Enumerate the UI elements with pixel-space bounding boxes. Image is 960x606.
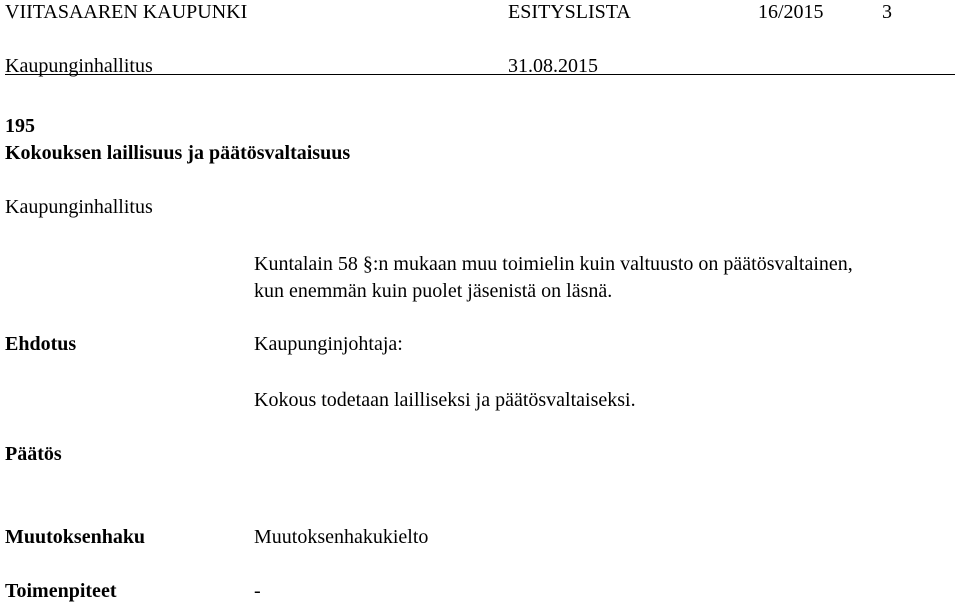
proposal-label: Ehdotus <box>5 333 77 355</box>
header-organization: VIITASAAREN KAUPUNKI <box>5 1 248 23</box>
header-body-name: Kaupunginhallitus <box>5 55 153 77</box>
decision-label: Päätös <box>5 443 62 465</box>
item-title: Kokouksen laillisuus ja päätösvaltaisuus <box>5 142 351 164</box>
actions-value: - <box>254 580 261 602</box>
header-issue: 16/2015 <box>758 1 824 23</box>
item-number: 195 <box>5 115 35 137</box>
proposal-text: Kokous todetaan lailliseksi ja päätösvaltaiseksi. <box>254 389 636 411</box>
actions-label: Toimenpiteet <box>5 580 117 602</box>
header-doc-type: ESITYSLISTA <box>508 1 631 23</box>
item-body: Kaupunginhallitus <box>5 196 153 218</box>
item-text-line-1: Kuntalain 58 §:n mukaan muu toimielin kuin valtuusto on päätösvaltainen, <box>254 253 853 275</box>
header-page-number: 3 <box>882 1 892 23</box>
proposal-author: Kaupunginjohtaja: <box>254 333 403 355</box>
appeal-value: Muutoksenhakukielto <box>254 526 429 548</box>
appeal-label: Muutoksenhaku <box>5 526 146 548</box>
header-divider <box>5 74 955 75</box>
header-date: 31.08.2015 <box>508 55 598 77</box>
item-text-line-2: kun enemmän kuin puolet jäsenistä on läsnä. <box>254 280 613 302</box>
